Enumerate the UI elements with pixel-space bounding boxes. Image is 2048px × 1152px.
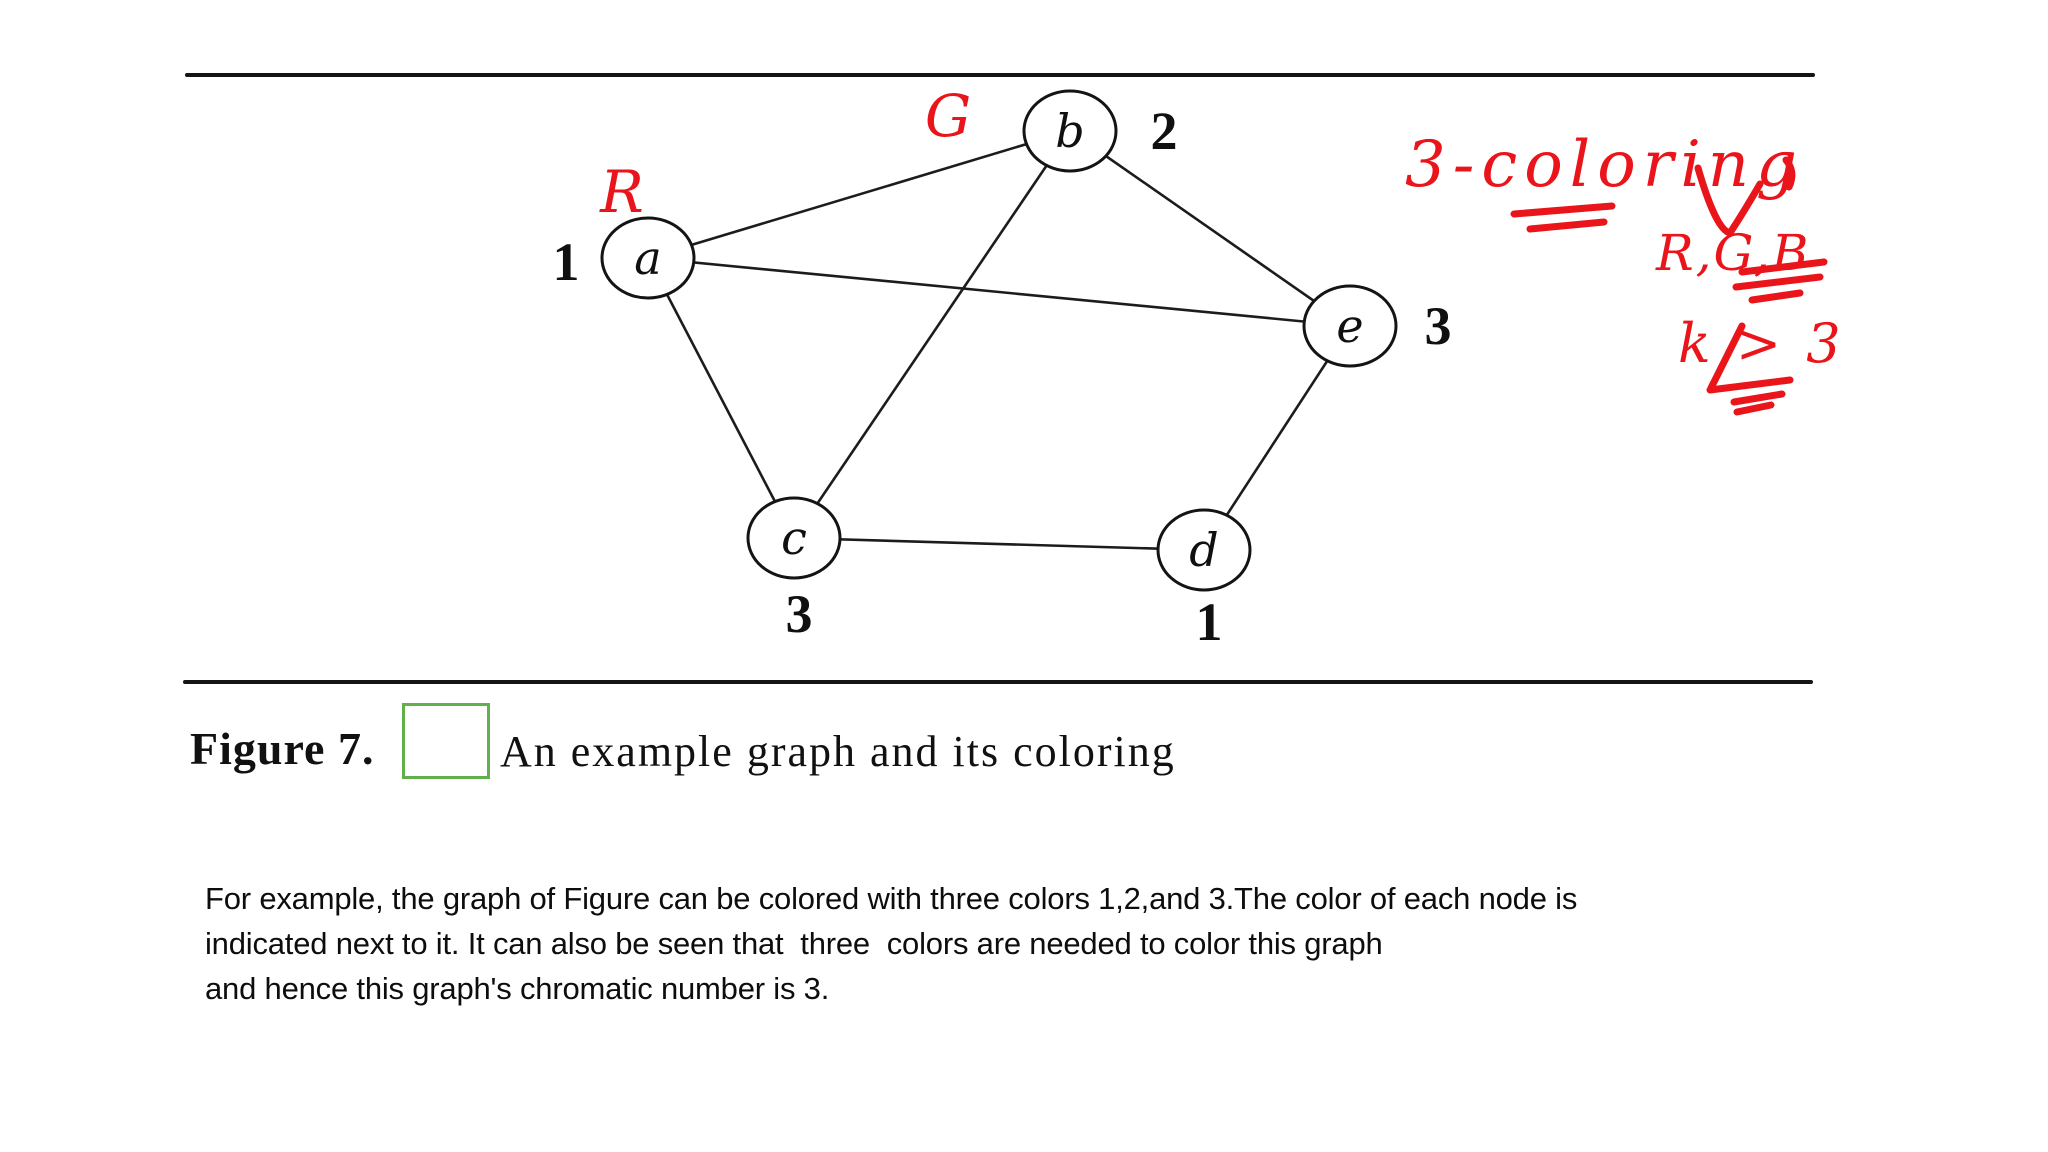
node-label-d: d: [1189, 523, 1219, 577]
paragraph-line-1: For example, the graph of Figure can be colored with three colors 1,2,and 3.The color of each node is: [205, 881, 1578, 916]
caption-highlight-box: [402, 703, 490, 779]
graph-edge-c-d: [794, 538, 1204, 550]
node-label-c: c: [781, 511, 807, 565]
graph-edge-b-c: [794, 131, 1070, 538]
graph-edge-a-e: [648, 258, 1350, 326]
node-ink-annotation-a: R: [600, 158, 644, 226]
figure-caption-text: An example graph and its coloring: [500, 727, 1176, 776]
figure-caption-label: Figure 7.: [190, 723, 375, 774]
ink-palette-text: R,G,B: [1656, 224, 1811, 282]
graph-edge-a-b: [648, 131, 1070, 258]
node-label-e: e: [1336, 299, 1364, 353]
node-color-a: 1: [552, 232, 580, 292]
ink-title-text: 3-coloring: [1405, 128, 1804, 202]
node-color-b: 2: [1150, 101, 1178, 161]
graph-edges: [648, 131, 1350, 550]
node-label-a: a: [634, 231, 662, 285]
node-label-b: b: [1055, 104, 1085, 158]
node-ink-annotation-b: G: [924, 82, 972, 150]
node-color-e: 3: [1424, 296, 1452, 356]
paragraph-line-3: and hence this graph's chromatic number is 3.: [205, 971, 830, 1006]
palette-underline-3: [1752, 293, 1800, 300]
title-underline-2: [1530, 222, 1604, 229]
body-paragraph: [205, 876, 1577, 1011]
paragraph-line-2: indicated next to it. It can also be seen that three colors are needed to color this graph: [205, 926, 1383, 961]
inequality-underline-2: [1734, 394, 1782, 402]
node-color-c: 3: [785, 584, 813, 644]
graph-edge-b-e: [1070, 131, 1350, 326]
graph-nodes: [553, 82, 1452, 652]
title-underline-1: [1514, 206, 1612, 214]
node-color-d: 1: [1195, 592, 1223, 652]
ink-inequality-text: k > 3: [1678, 312, 1845, 375]
graph-edge-a-c: [648, 258, 794, 538]
inequality-underline-3: [1737, 405, 1771, 412]
red-ink-annotations: [1405, 128, 1845, 412]
inequality-underline-1: [1710, 380, 1790, 390]
